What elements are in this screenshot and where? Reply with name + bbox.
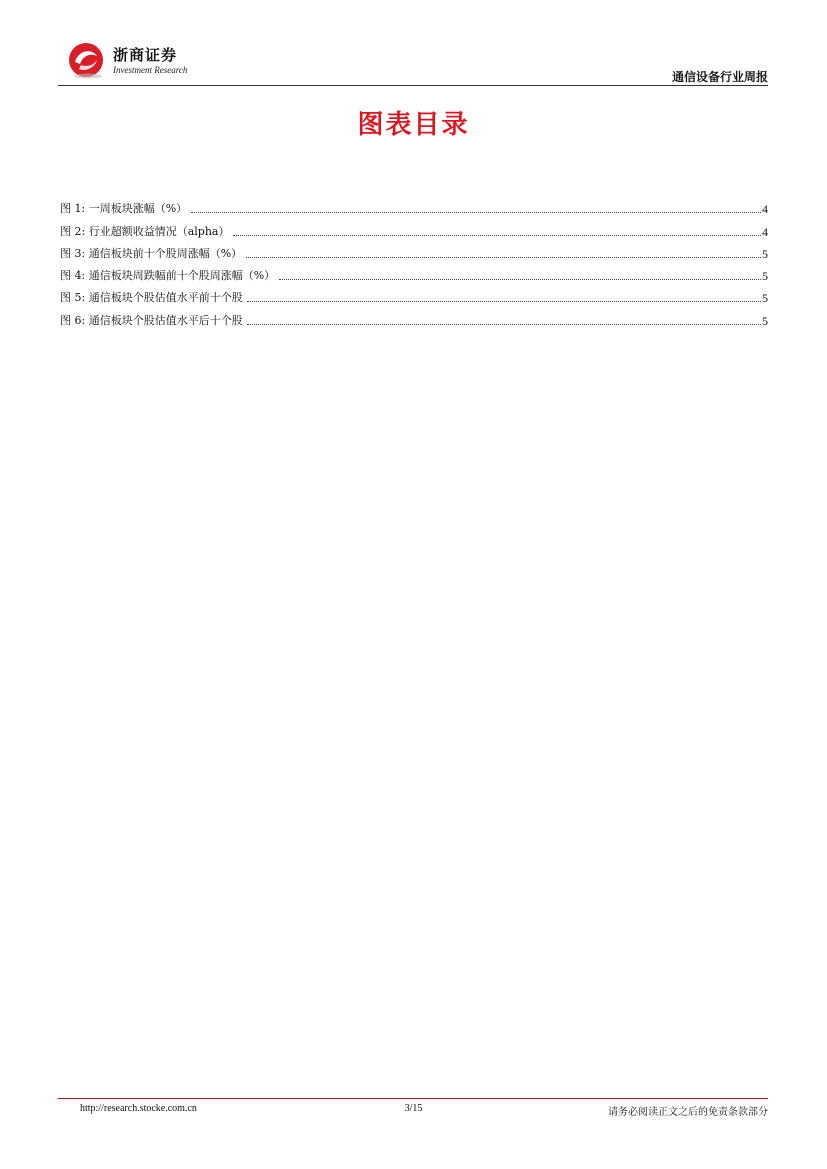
toc-entry-label: 图 5: 通信板块个股估值水平前十个股 bbox=[60, 291, 243, 305]
header-divider bbox=[58, 85, 768, 86]
toc-dot-leader bbox=[279, 279, 761, 280]
toc-entry-label: 图 4: 通信板块周跌幅前十个股周涨幅（%） bbox=[60, 269, 276, 283]
toc-entry[interactable] bbox=[60, 305, 768, 327]
toc-dot-leader bbox=[247, 301, 761, 302]
toc-dot-leader bbox=[246, 257, 761, 258]
toc-entry-page: 5 bbox=[762, 246, 768, 261]
toc-entry-page: 4 bbox=[762, 202, 768, 217]
toc-dot-leader bbox=[191, 212, 761, 213]
toc-entry-label: 图 6: 通信板块个股估值水平后十个股 bbox=[60, 313, 243, 327]
toc-entry-page: 4 bbox=[762, 224, 768, 239]
toc-entry[interactable] bbox=[60, 194, 768, 216]
figure-table-of-contents bbox=[60, 194, 768, 328]
page-number: 3/15 bbox=[404, 1103, 423, 1114]
page-header bbox=[58, 34, 768, 86]
logo-chinese-name: 浙商证券 bbox=[113, 46, 178, 64]
toc-entry-page: 5 bbox=[762, 313, 768, 328]
toc-entry[interactable] bbox=[60, 216, 768, 238]
toc-entry[interactable] bbox=[60, 283, 768, 305]
stocke-logo-icon bbox=[66, 40, 106, 80]
toc-entry[interactable] bbox=[60, 239, 768, 261]
toc-dot-leader bbox=[233, 235, 761, 236]
toc-entry[interactable] bbox=[60, 261, 768, 283]
toc-entry-label: 图 2: 行业超额收益情况（alpha） bbox=[60, 224, 230, 238]
logo-english-name: Investment Research bbox=[113, 65, 188, 75]
toc-heading: 图表目录 bbox=[357, 110, 470, 140]
toc-entry-label: 图 3: 通信板块前十个股周涨幅（%） bbox=[60, 246, 243, 260]
footer-disclaimer: 请务必阅读正文之后的免责条款部分 bbox=[608, 1107, 768, 1118]
toc-dot-leader bbox=[247, 324, 761, 325]
footer-website-link[interactable]: http://research.stocke.com.cn bbox=[80, 1103, 197, 1114]
report-type-title: 通信设备行业周报 bbox=[671, 70, 768, 84]
footer-divider bbox=[58, 1098, 768, 1099]
toc-entry-page: 5 bbox=[762, 291, 768, 306]
toc-entry-label: 图 1: 一周板块涨幅（%） bbox=[60, 202, 188, 216]
toc-entry-page: 5 bbox=[762, 269, 768, 284]
